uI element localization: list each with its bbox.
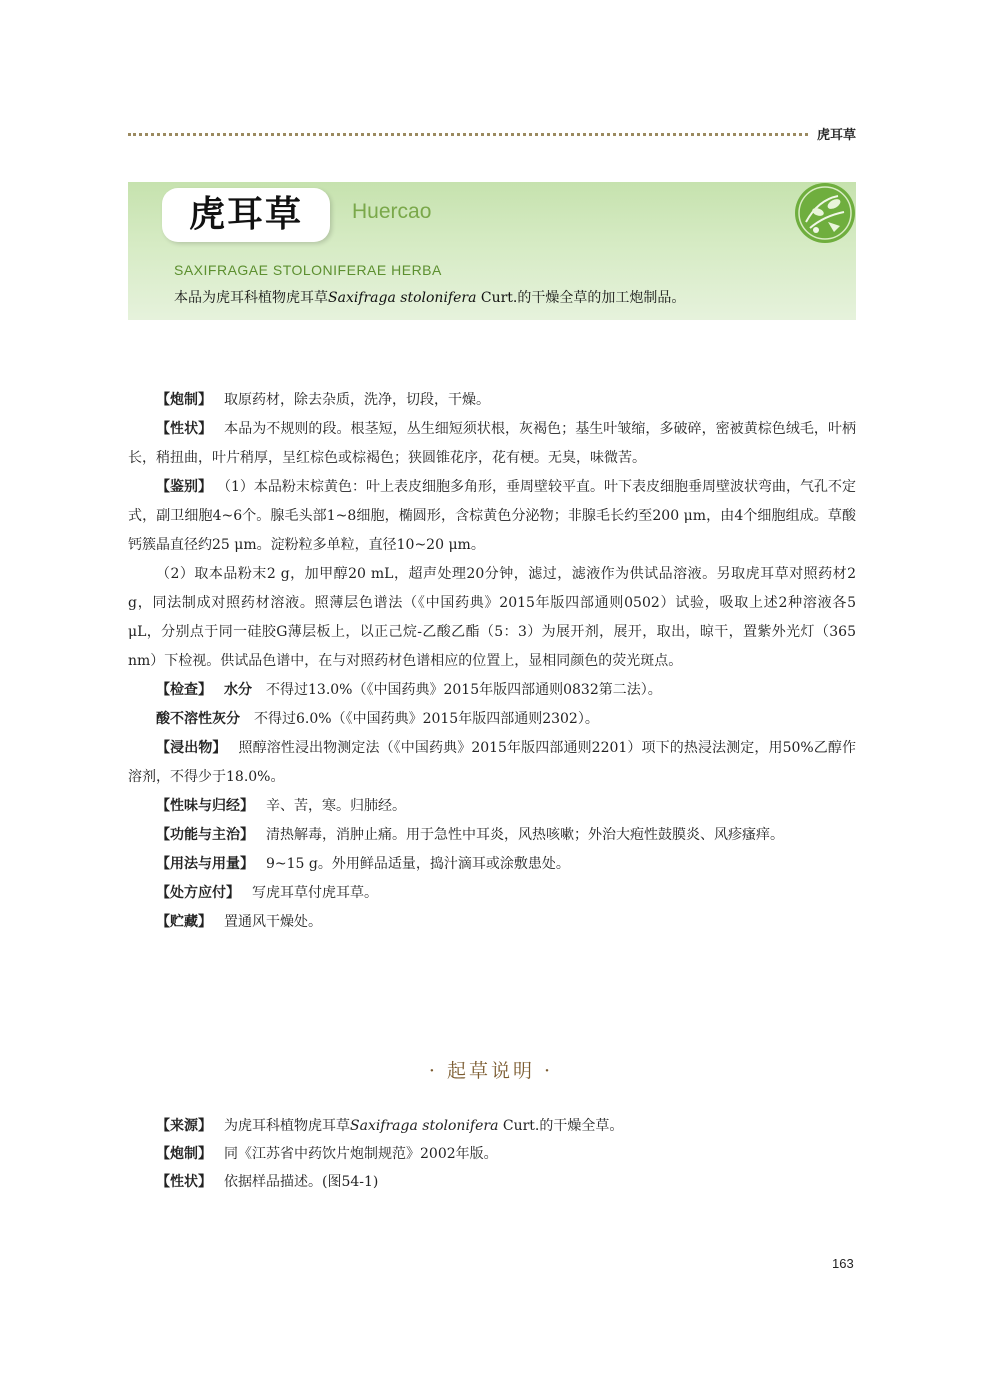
- page-title: 虎耳草: [188, 194, 303, 235]
- latin-name: SAXIFRAGAE STOLONIFERAE HERBA: [174, 262, 442, 278]
- dotted-rule: [128, 133, 808, 136]
- section-characteristics: 【性状】 本品为不规则的段。根茎短，丛生细短须状根，灰褐色；基生叶皱缩，多破碎，密被黄棕色绒毛，叶柄长，稍扭曲，叶片稍厚，呈红棕色或棕褐色；狭圆锥花序，花有梗。无臭，味微苦。: [128, 421, 857, 466]
- section-identification-2: （2）取本品粉末2 g，加甲醇20 mL，超声处理20分钟，滤过，滤液作为供试品溶液。另取虎耳草对照药材2 g，同法制成对照药材溶液。照薄层色谱法（《中国药典》2015年版四部通则0502）试验，吸取上述2种溶液各5 μL，分别点于同一硅胶G薄层板上，以正己烷-乙酸乙酯（5：3）为展开剂，展开，取出，晾干，置紫外光灯（365 nm）下检视。供试品色谱中，在与对照药材色谱相应的位置上，显相同颜色的荧光斑点。: [128, 566, 856, 669]
- drafting-processing: 【炮制】 同《江苏省中药饮片炮制规范》2002年版。: [156, 1146, 498, 1162]
- title-banner: [128, 182, 856, 320]
- section-inspection-moisture: 【检查】 水分 不得过13.0%（《中国药典》2015年版四部通则0832第二法）。: [156, 682, 662, 698]
- running-header: [128, 124, 856, 144]
- section-inspection-ash: 酸不溶性灰分 不得过6.0%（《中国药典》2015年版四部通则2302）。: [156, 711, 599, 727]
- drafting-notes-heading: · 起草说明 ·: [428, 1060, 554, 1082]
- section-dosage: 【用法与用量】 9~15 g。外用鲜品适量，捣汁滴耳或涂敷患处。: [156, 856, 570, 872]
- title-box: [162, 188, 330, 242]
- monograph-body: [128, 386, 856, 937]
- section-nature-meridian: 【性味与归经】 辛、苦，寒。归肺经。: [156, 798, 406, 814]
- section-extractives: 【浸出物】 照醇溶性浸出物测定法（《中国药典》2015年版四部通则2201）项下的热浸法测定，用50%乙醇作溶剂，不得少于18.0%。: [128, 740, 857, 785]
- title-pinyin: Huercao: [352, 200, 432, 223]
- section-storage: 【贮藏】 置通风干燥处。: [156, 914, 322, 930]
- herb-emblem-icon: [794, 182, 856, 244]
- drafting-characteristics: 【性状】 依据样品描述。(图54-1): [156, 1174, 379, 1190]
- section-prescription: 【处方应付】 写虎耳草付虎耳草。: [156, 885, 378, 901]
- page-number: 163: [832, 1256, 854, 1271]
- section-functions: 【功能与主治】 清热解毒，消肿止痛。用于急性中耳炎，风热咳嗽；外治大疱性鼓膜炎、风疹瘙痒。: [156, 827, 784, 843]
- section-identification-1: 【鉴别】 （1）本品粉末棕黄色：叶上表皮细胞多角形，垂周壁较平直。叶下表皮细胞垂周壁波状弯曲，气孔不定式，副卫细胞4~6个。腺毛头部1~8细胞，椭圆形，含棕黄色分泌物；非腺毛长约至200 μm，由4个细胞组成。草酸钙簇晶直径约25 μm。淀粉粒多单粒，直径10~20 μm。: [128, 479, 857, 553]
- banner-description: 本品为虎耳科植物虎耳草Saxifraga stolonifera Curt.的干燥全草的加工炮制品。: [174, 290, 686, 306]
- running-header-title: 虎耳草: [816, 128, 856, 143]
- drafting-source: 【来源】 为虎耳科植物虎耳草Saxifraga stolonifera Curt.的干燥全草。: [156, 1118, 624, 1134]
- drafting-notes: [128, 1112, 856, 1196]
- section-processing: 【炮制】 取原药材，除去杂质，洗净，切段，干燥。: [156, 392, 490, 408]
